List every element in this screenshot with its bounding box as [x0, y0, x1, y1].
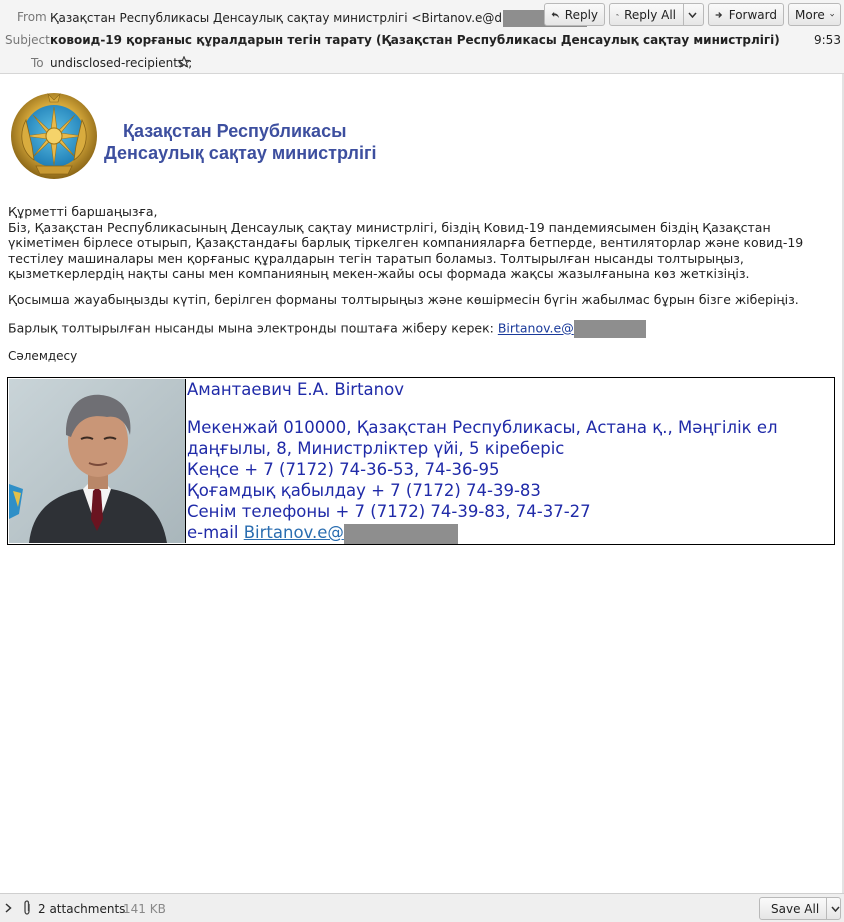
signature-details — [187, 378, 832, 544]
signature-hotline-phone: Сенім телефоны + 7 (7172) 74-39-83, 74-37-27 — [187, 502, 591, 521]
chevron-down-icon — [830, 12, 834, 18]
kazakhstan-emblem-icon — [8, 90, 100, 184]
body-paragraph-1: Біз, Қазақстан Республикасының Денсаулық сақтау министрлігі, біздің Ковид-19 пандемиясымен біздің Қазақстан үкіметімен бірлесе отырып, Қазақстандағы барлық тіркелген компанияларға бетперде, вентиляторлар және ковид-19 тестілеу машиналары мен қорғаныс құралдарын тегін таратып боламыз. Толтырылған нысанды толтырыңыз, қызметкерлердің нақты саны мен компанияның мекен-жайы осы формада жақсы жазылғанына көз жеткізіңіз. — [8, 219, 804, 281]
save-all-button[interactable]: Save All — [759, 897, 841, 920]
more-button[interactable]: More — [788, 3, 841, 26]
signature-email: e-mail Birtanov.e@ — [187, 522, 832, 544]
reply-icon — [551, 9, 560, 21]
chevron-down-icon — [831, 906, 840, 912]
reply-email-link[interactable]: Birtanov.e@ — [497, 320, 574, 336]
email-body — [8, 204, 838, 282]
reply-all-icon — [616, 9, 619, 21]
body-paragraph-2: Қосымша жауабыңызды күтіп, берілген форманы толтырыңыз және көшірмесін бүгін жабылмас бұрын бізге жіберіңіз. — [8, 292, 799, 307]
greeting: Құрметті баршаңызға, — [8, 204, 158, 219]
from-label: From — [17, 10, 47, 24]
from-value[interactable]: Қазақстан Республикасы Денсаулық сақтау министрлігі <Birtanov.e@d — [50, 10, 587, 27]
ministry-name-line2: Денсаулық сақтау министрлігі — [104, 143, 377, 163]
star-icon[interactable] — [178, 56, 190, 68]
signature-email-link[interactable]: Birtanov.e@ — [243, 523, 344, 542]
signature-block — [7, 377, 835, 545]
save-all-dropdown[interactable] — [826, 898, 840, 919]
signature-name: Амантаевич Е.А. Birtanov — [187, 380, 404, 399]
attachment-bar — [0, 893, 844, 922]
reply-button[interactable]: Reply — [544, 3, 605, 26]
ministry-logo-banner — [8, 90, 418, 190]
signature-photo — [9, 379, 186, 543]
signature-office-phone: Кеңсе + 7 (7172) 74-36-53, 74-36-95 — [187, 460, 500, 479]
reply-all-button[interactable]: Reply All — [609, 3, 704, 26]
attachments-size: 141 KB — [123, 902, 166, 916]
subject-value: ковоид-19 қорғаныс құралдарын тегін тарату (Қазақстан Республикасы Денсаулық сақтау министрлігі) — [50, 33, 780, 47]
paperclip-icon — [22, 900, 32, 916]
portrait-image — [9, 379, 186, 543]
closing: Сәлемдесу — [8, 349, 78, 363]
message-time: 9:53 — [814, 33, 841, 47]
forward-button[interactable]: Forward — [708, 3, 784, 26]
body-paragraph-3: Барлық толтырылған нысанды мына электронды поштаға жіберу керек: Birtanov.e@ — [8, 320, 838, 338]
to-label: To — [31, 56, 44, 70]
signature-address-line1: Мекенжай 010000, Қазақстан Республикасы, Астана қ., Мәңгілік ел — [187, 418, 778, 437]
forward-arrow-icon — [715, 9, 724, 21]
ministry-name-line1: Қазақстан Республикасы — [123, 121, 347, 141]
signature-reception-phone: Қоғамдық қабылдау + 7 (7172) 74-39-83 — [187, 481, 541, 500]
signature-address-line2: даңғылы, 8, Министрліктер үйі, 5 кіреберіс — [187, 439, 565, 458]
subject-label: Subject — [5, 33, 50, 47]
redaction-block — [344, 524, 458, 544]
chevron-down-icon — [688, 12, 697, 18]
message-header — [0, 0, 844, 74]
chevron-right-icon[interactable] — [5, 903, 12, 913]
redaction-block — [574, 320, 646, 338]
attachments-count[interactable]: 2 attachments — [38, 902, 126, 916]
reply-all-dropdown[interactable] — [683, 4, 697, 25]
to-value[interactable]: undisclosed-recipients:; — [50, 56, 193, 70]
